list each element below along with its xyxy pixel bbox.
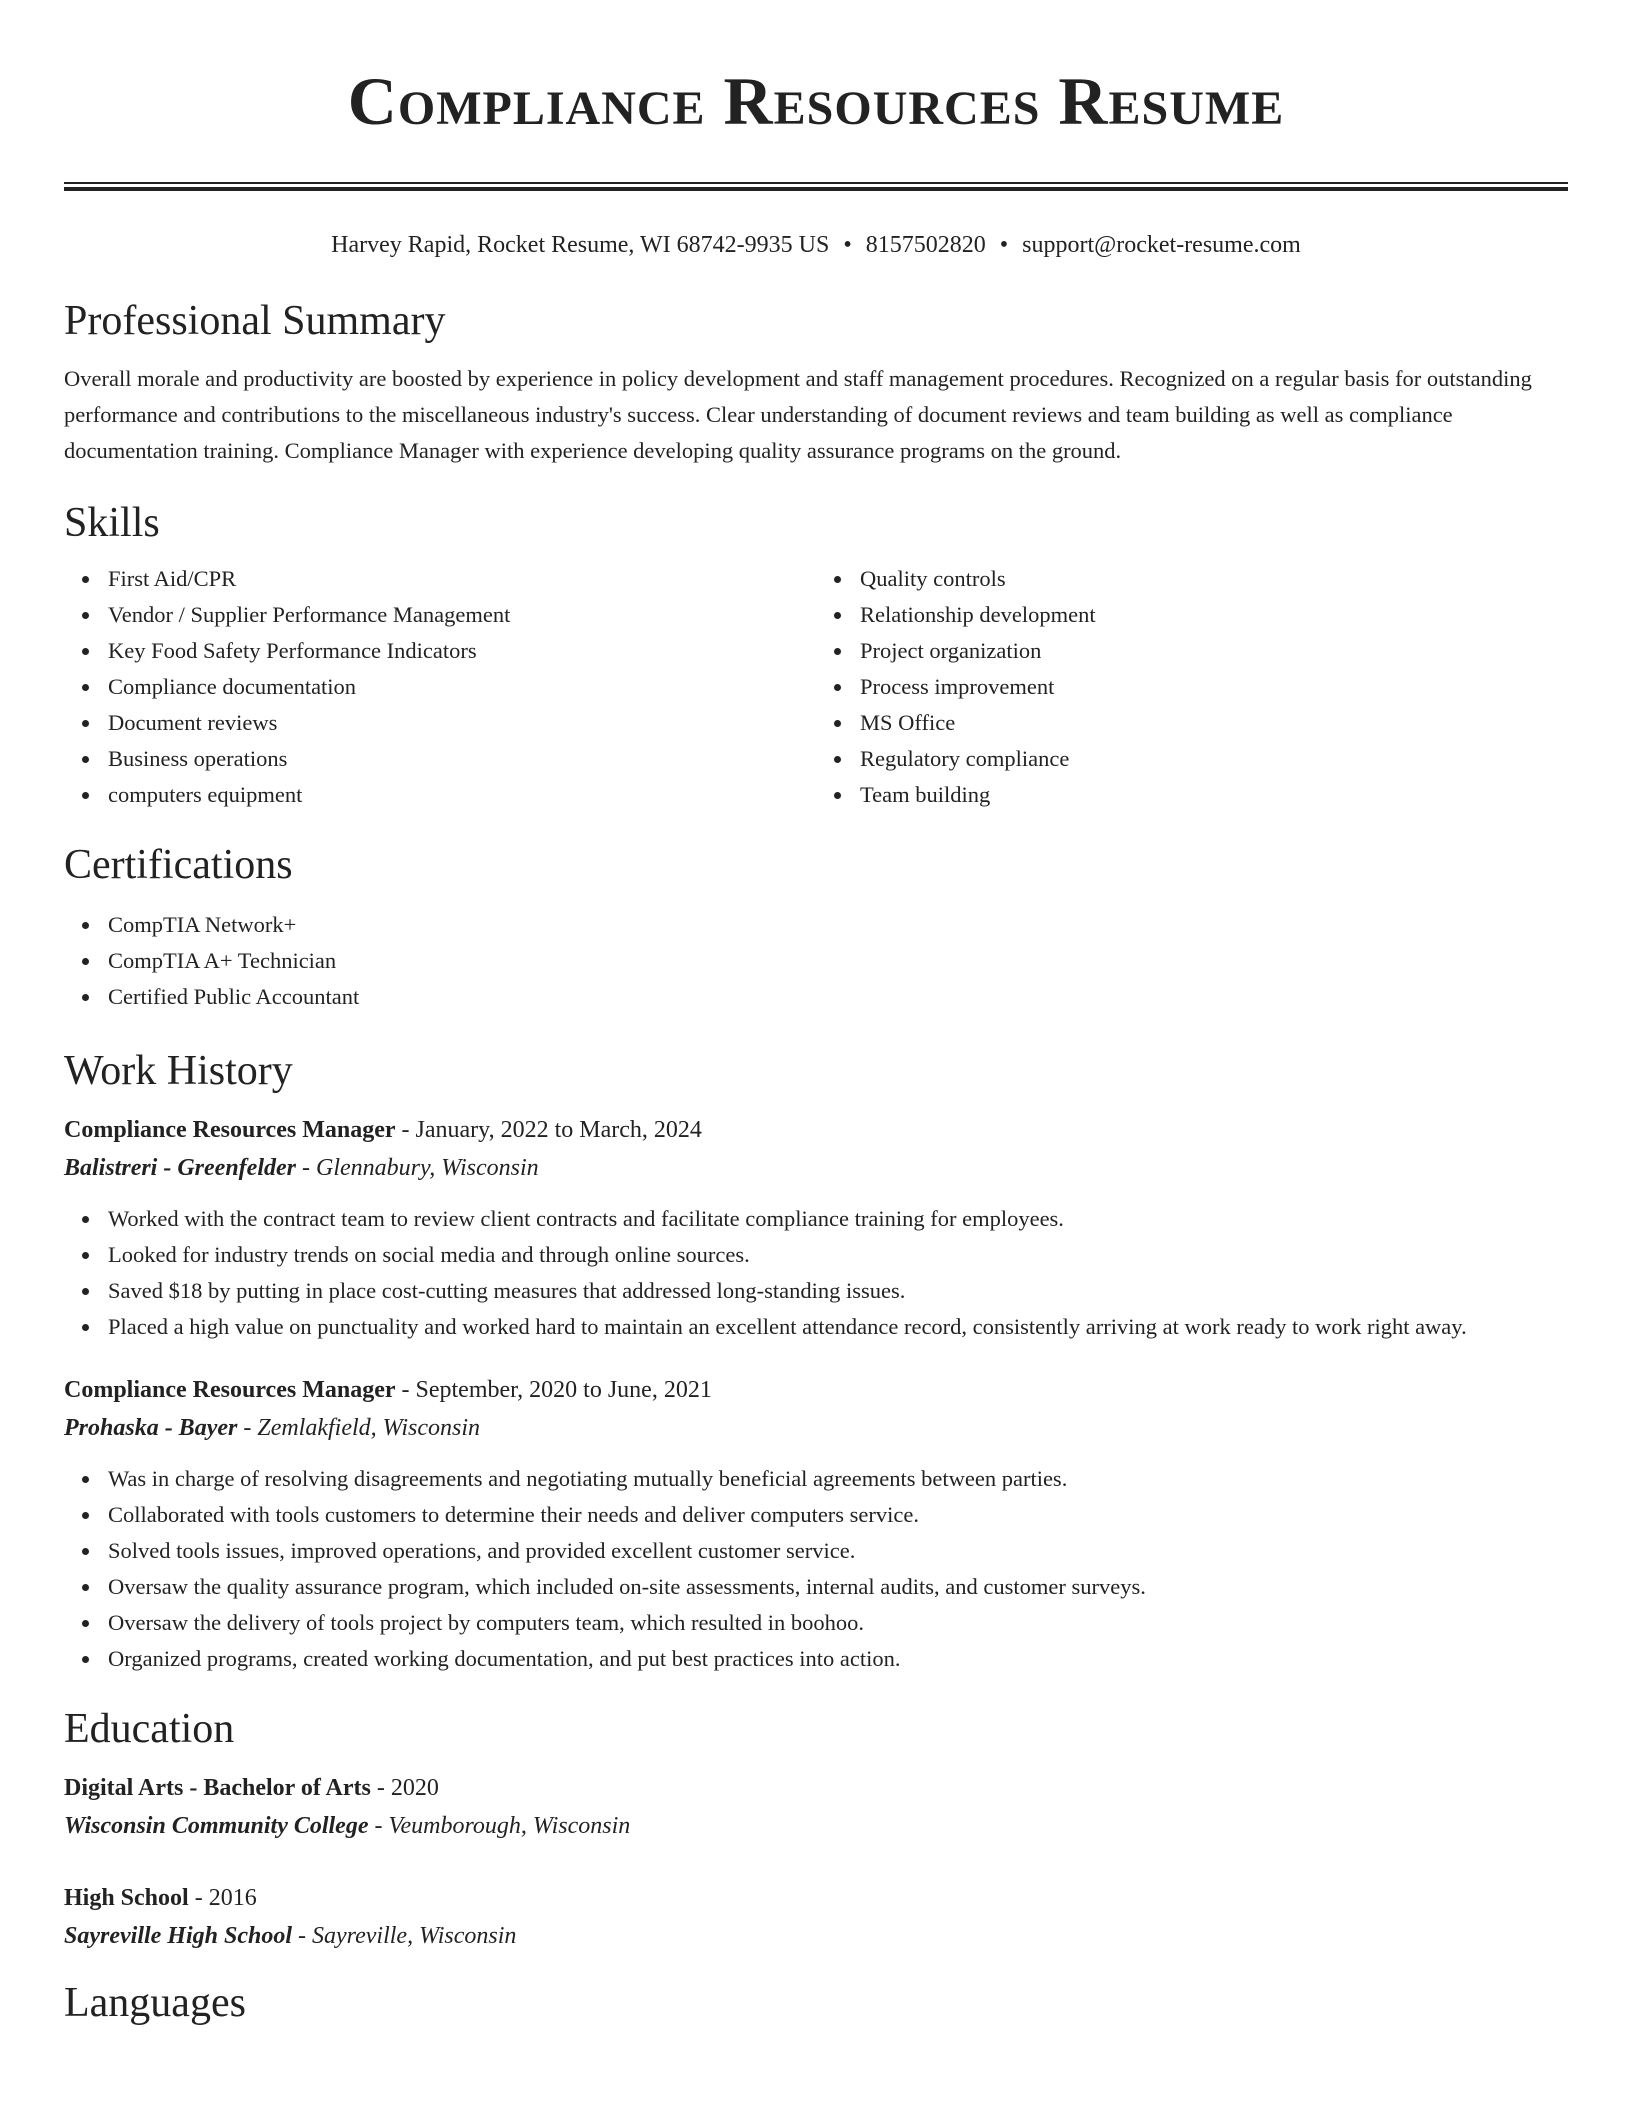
job-duty: Saved $18 by putting in place cost-cutting measures that addressed long-standing issues.: [108, 1273, 1568, 1309]
skill-item: First Aid/CPR: [108, 561, 816, 597]
job-title: Compliance Resources Manager: [64, 1377, 396, 1403]
skill-item: Quality controls: [860, 561, 1568, 597]
summary-section: [64, 295, 1568, 469]
skill-item: computers equipment: [108, 777, 816, 813]
skill-item: Project organization: [860, 633, 1568, 669]
contact-email: support@rocket-resume.com: [1022, 232, 1301, 258]
title-divider: [64, 182, 1568, 191]
summary-text: Overall morale and productivity are boosted by experience in policy development and staff management procedures. Recognized on a regular basis for outstanding performance and contributions to the miscellaneous industry's success. Clear understanding of document reviews and team building as well as compliance documentation training. Compliance Manager with experience developing quality assurance programs on the ground.: [64, 366, 1532, 463]
certification-item: CompTIA Network+: [108, 907, 1568, 943]
degree-year: 2016: [208, 1885, 257, 1911]
job-location: Glennabury, Wisconsin: [315, 1155, 539, 1181]
job-duty: Organized programs, created working documentation, and put best practices into action.: [108, 1641, 1568, 1677]
job-duty: Worked with the contract team to review client contracts and facilitate compliance training for employees.: [108, 1201, 1568, 1237]
school-location: Sayreville, Wisconsin: [312, 1923, 517, 1949]
skills-list-left: [64, 561, 816, 813]
job-company-line: Prohaska - Bayer - Zemlakfield, Wisconsin: [64, 1415, 480, 1441]
job-duty: Collaborated with tools customers to determine their needs and deliver computers service.: [108, 1497, 1568, 1533]
skills-section: [64, 497, 1568, 813]
education-section: [64, 1703, 1568, 1955]
languages-section: [64, 1977, 1568, 2029]
skill-item: MS Office: [860, 705, 1568, 741]
school-name: Wisconsin Community College: [64, 1813, 369, 1839]
contact-phone: 8157502820: [865, 232, 986, 258]
job-title-line: Compliance Resources Manager - January, 2022 to March, 2024: [64, 1117, 702, 1143]
certifications-list: [64, 907, 1568, 1015]
certification-item: CompTIA A+ Technician: [108, 943, 1568, 979]
certifications-section: [64, 839, 1568, 1015]
contact-separator: •: [843, 232, 852, 258]
job-duty: Placed a high value on punctuality and worked hard to maintain an excellent attendance record, consistently arriving at work ready to work right away.: [108, 1309, 1568, 1345]
certifications-heading: Certifications: [64, 842, 293, 888]
summary-heading: Professional Summary: [64, 298, 446, 344]
skill-item: Relationship development: [860, 597, 1568, 633]
job-entry: [64, 1111, 1568, 1345]
contact-address: Harvey Rapid, Rocket Resume, WI 68742-9935 US: [331, 232, 830, 258]
job-duty: Looked for industry trends on social media and through online sources.: [108, 1237, 1568, 1273]
certification-item: Certified Public Accountant: [108, 979, 1568, 1015]
degree-name: High School: [64, 1885, 189, 1911]
job-duty: Oversaw the delivery of tools project by computers team, which resulted in boohoo.: [108, 1605, 1568, 1641]
job-title-line: Compliance Resources Manager - September, 2020 to June, 2021: [64, 1377, 712, 1403]
job-duties: [64, 1201, 1568, 1345]
job-duty: Solved tools issues, improved operations, and provided excellent customer service.: [108, 1533, 1568, 1569]
job-entry: [64, 1371, 1568, 1677]
job-duties: [64, 1461, 1568, 1677]
school-location: Veumborough, Wisconsin: [388, 1813, 631, 1839]
education-entry: [64, 1769, 1568, 1845]
skill-item: Business operations: [108, 741, 816, 777]
work-history-section: [64, 1045, 1568, 1677]
job-duty: Oversaw the quality assurance program, which included on-site assessments, internal audits, and customer surveys.: [108, 1569, 1568, 1605]
education-entry: [64, 1879, 1568, 1955]
skills-heading: Skills: [64, 500, 160, 546]
degree-line: High School - 2016: [64, 1885, 257, 1911]
degree-year: 2020: [390, 1775, 439, 1801]
resume-title: Compliance Resources Resume: [347, 63, 1285, 139]
skill-item: Compliance documentation: [108, 669, 816, 705]
job-dates: September, 2020 to June, 2021: [415, 1377, 712, 1403]
education-heading: Education: [64, 1706, 235, 1752]
skill-item: Vendor / Supplier Performance Management: [108, 597, 816, 633]
job-company-line: Balistreri - Greenfelder - Glennabury, Wisconsin: [64, 1155, 539, 1181]
skills-list-right: [816, 561, 1568, 813]
skill-item: Key Food Safety Performance Indicators: [108, 633, 816, 669]
contact-separator: •: [999, 232, 1009, 258]
school-name: Sayreville High School: [64, 1923, 292, 1949]
job-location: Zemlakfield, Wisconsin: [257, 1415, 480, 1441]
degree-line: Digital Arts - Bachelor of Arts - 2020: [64, 1775, 439, 1801]
skills-columns: [64, 561, 1568, 813]
skill-item: Team building: [860, 777, 1568, 813]
job-company: Prohaska - Bayer: [64, 1415, 238, 1441]
job-company: Balistreri - Greenfelder: [64, 1155, 296, 1181]
contact-line: [64, 229, 1568, 261]
job-duty: Was in charge of resolving disagreements and negotiating mutually beneficial agreements between parties.: [108, 1461, 1568, 1497]
degree-name: Digital Arts - Bachelor of Arts: [64, 1775, 371, 1801]
school-line: Wisconsin Community College - Veumborough, Wisconsin: [64, 1813, 631, 1839]
skill-item: Document reviews: [108, 705, 816, 741]
job-dates: January, 2022 to March, 2024: [415, 1117, 702, 1143]
work-history-heading: Work History: [64, 1048, 293, 1094]
languages-heading: Languages: [64, 1980, 246, 2026]
job-title: Compliance Resources Manager: [64, 1117, 396, 1143]
school-line: Sayreville High School - Sayreville, Wisconsin: [64, 1923, 517, 1949]
skill-item: Regulatory compliance: [860, 741, 1568, 777]
skill-item: Process improvement: [860, 669, 1568, 705]
